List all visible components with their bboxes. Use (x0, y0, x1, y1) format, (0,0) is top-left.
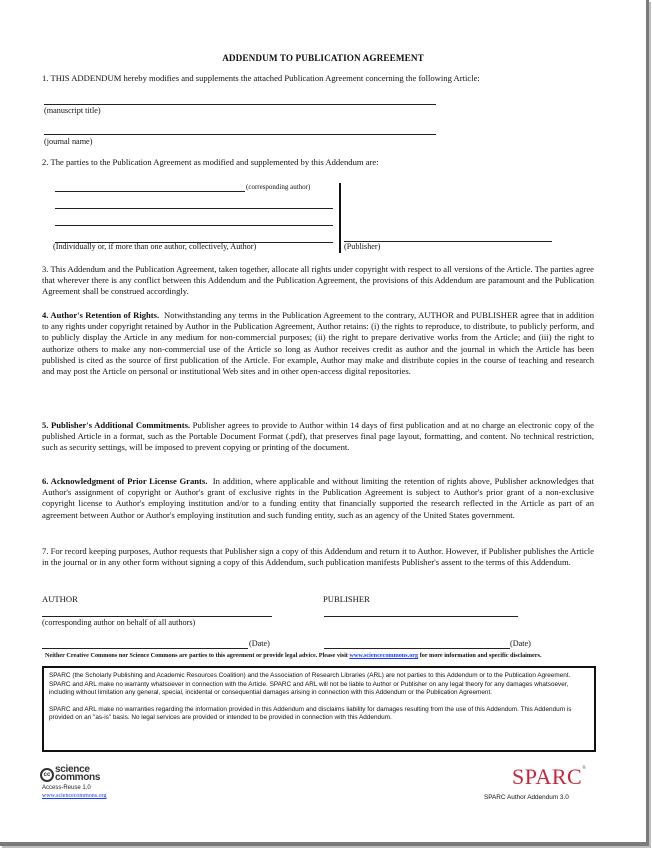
cc-version: Access-Reuse 1.0 (42, 785, 91, 791)
section-6 (42, 476, 594, 521)
wordmark-line-2: commons (55, 772, 101, 783)
sparc-wordmark: SPARC (512, 764, 583, 789)
journal-name-line[interactable] (44, 134, 436, 135)
author-signature-line[interactable] (42, 616, 272, 617)
publisher-label: (Publisher) (344, 242, 381, 251)
author-line-2[interactable] (55, 208, 333, 209)
corresponding-author-line[interactable] (55, 191, 245, 192)
disclaimer-box (42, 666, 596, 752)
wordmark-line-1: science (55, 764, 90, 775)
author-date-line[interactable] (42, 648, 248, 649)
journal-name-label: (journal name) (44, 137, 93, 146)
party-divider (339, 183, 341, 253)
publisher-date-label: (Date) (510, 639, 531, 648)
author-date-label: (Date) (249, 639, 270, 648)
sparc-version: SPARC Author Addendum 3.0 (484, 794, 569, 801)
author-signature-heading: AUTHOR (42, 594, 78, 604)
sparc-trademark: ® (582, 766, 587, 771)
author-signature-caption: (corresponding author on behalf of all authors) (42, 618, 196, 627)
corresponding-author-label: (corresponding author) (246, 183, 311, 191)
cc-footer-link[interactable]: www.sciencecommons.org (42, 793, 107, 799)
notice-text-end: for more information and specific disclaimers. (418, 652, 542, 659)
section-1-text: 1. THIS ADDENDUM hereby modifies and supplements the attached Publication Agreement concerning the following Article: (42, 73, 480, 83)
publisher-date-line[interactable] (324, 648, 510, 649)
creative-commons-icon: cc (40, 768, 54, 782)
disclaimer-paragraph-2: SPARC and ARL make no warranties regarding the information provided in this Addendum and disclaims liability for damages resulting from the use of this Addendum. This Addendum is provided on an "as-is" basis. No legal services are provided or intended to be provided in connection with this Addendum. (49, 705, 572, 722)
publisher-signature-heading: PUBLISHER (323, 594, 370, 604)
publisher-signature-line[interactable] (324, 616, 518, 617)
document-title: ADDENDUM TO PUBLICATION AGREEMENT (222, 53, 424, 63)
legal-notice (45, 652, 605, 660)
disclaimer-paragraph-1: SPARC (the Scholarly Publishing and Academic Resources Coalition) and the Association of Research Libraries (ARL) are not parties to this Addendum or to the Publication Agreement. SPARC and ARL make no warranty whatsoever in connection with the Article. SPARC and ARL will not be liable to Author or Publisher on any legal theory for any damages whatsoever, including without limitation any general, special, incidental or consequential damages arising in connection with this Addendum or the Publication Agreement. (49, 672, 571, 697)
author-label: (Individually or, if more than one author, collectively, Author) (53, 242, 257, 251)
sparc-logo (512, 764, 587, 790)
author-line-3[interactable] (55, 225, 333, 226)
science-commons-logo (40, 766, 160, 806)
manuscript-title-label: (manuscript title) (44, 106, 101, 115)
section-4 (42, 310, 594, 377)
section-5-heading: 5. Publisher's Additional Commitments. (42, 420, 191, 430)
section-5 (42, 420, 594, 454)
section-4-heading: 4. Author's Retention of Rights. (42, 310, 160, 320)
section-6-text: In addition, where applicable and without limiting the retention of rights above, Publisher acknowledges that Author's assignment of copyright or Author's grant of exclusive rights in the Publication Agreement is subject to Author's prior grant of a non-exclusive copyright license to Author's employing institution and/or to a funding entity that financially supported the research reflected in the Article as part of an agreement between Author or Author's employing institution and such funding entity, such as an agency of the United States government. (42, 476, 595, 520)
section-2-text: 2. The parties to the Publication Agreement as modified and supplemented by this Addendum are: (42, 157, 379, 167)
section-7-text: 7. For record keeping purposes, Author requests that Publisher sign a copy of this Addendum and return it to Author. However, if Publisher publishes the Article in the journal or in any other form without signing a copy of this Addendum, such publication manifests Publisher's assent to the terms of this Addendum. (42, 546, 594, 568)
section-3-text: 3. This Addendum and the Publication Agreement, taken together, allocate all rights under copyright with respect to all versions of the Article. The parties agree that wherever there is any conflict between this Addendum and the Publication Agreement, the provisions of this Addendum are paramount and the Publication Agreement shall be construed accordingly. (42, 264, 594, 297)
science-commons-wordmark (55, 766, 100, 782)
manuscript-title-line[interactable] (44, 104, 436, 105)
section-4-text: Notwithstanding any terms in the Publication Agreement to the contrary, AUTHOR and PUBLISHER agree that in addition to any rights under copyright retained by Author in the Publication Agreement, Author retains: (i) the rights to reproduce, to distribute, to publicly perform, and to publicly display the Article in any medium for non-commercial purposes; (ii) the right to prepare derivative works from the Article; and (iii) the right to authorize others to make any non-commercial use of the Article so long as Author receives credit as author and the journal in which the Article has been published is cited as the source of first publication of the Article. For example, Author may make and distribute copies in the course of teaching and research and may post the Article on personal or institutional Web sites and in other open-access digital repositories. (42, 310, 594, 377)
notice-text: Neither Creative Commons nor Science Commons are parties to this agreement or provide legal advice. Please visit (45, 652, 350, 659)
section-5-text: Publisher agrees to provide to Author within 14 days of first publication and at no charge an electronic copy of the published Article in a format, such as the Portable Document Format (.pdf), that preserves final page layout, formatting, and content. No technical restriction, such as security settings, will be imposed to prevent copying or printing of the document. (42, 420, 594, 453)
sciencecommons-link[interactable]: www.sciencecommons.org (349, 652, 419, 659)
section-6-heading: 6. Acknowledgment of Prior License Grants. (42, 476, 208, 486)
